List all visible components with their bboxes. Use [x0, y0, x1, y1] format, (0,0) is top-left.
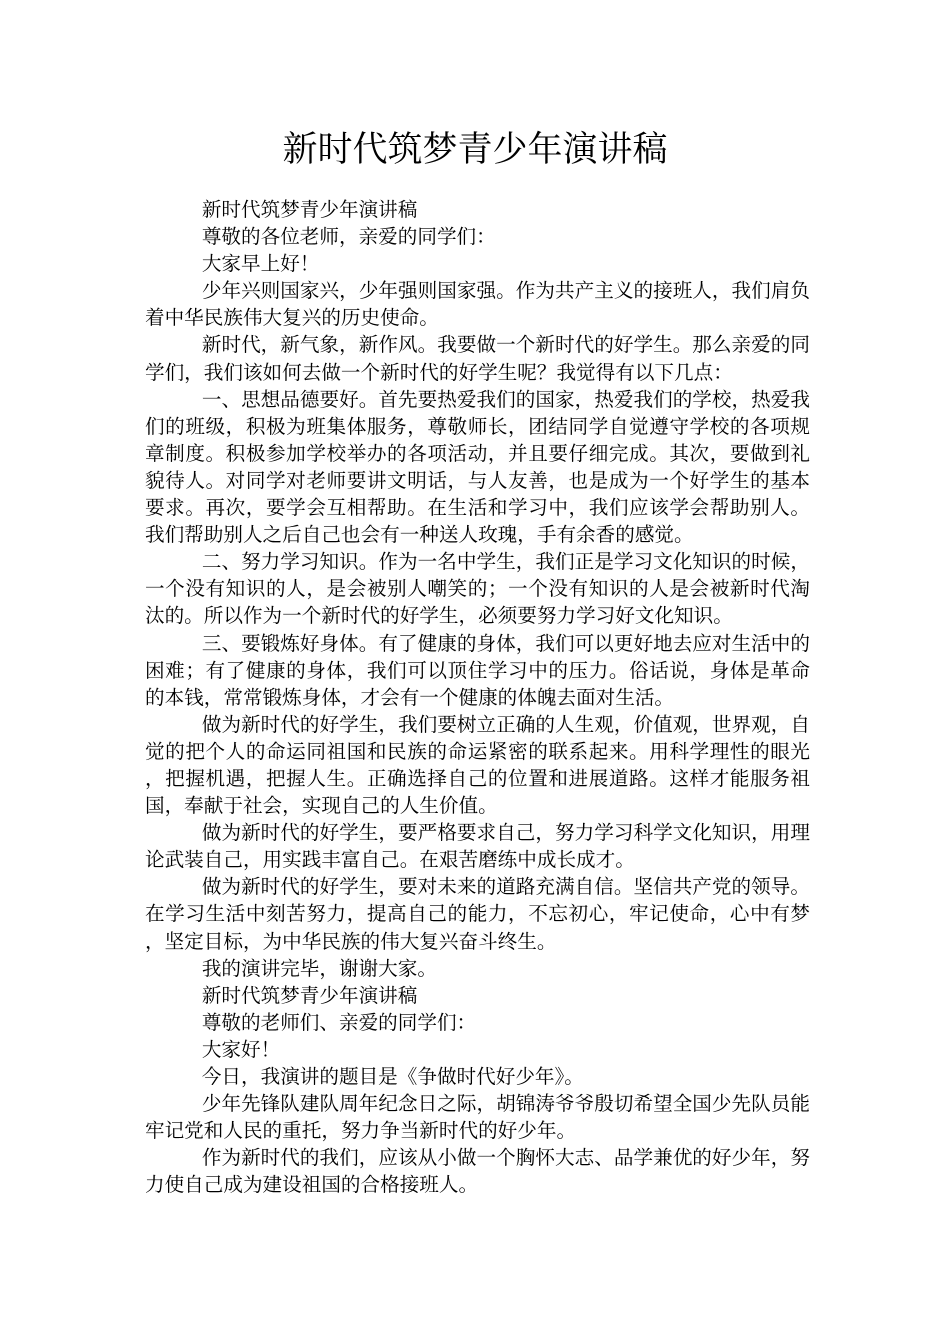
- paragraph: 做为新时代的好学生，我们要树立正确的人生观，价值观，世界观，自觉的把个人的命运同祖国和民族的命运紧密的联系起来。用科学理性的眼光，把握机遇，把握人生。正确选择自己的位置和进展道路。这样才能服务祖国，奉献于社会，实现自己的人生价值。: [145, 712, 810, 818]
- document-title: 新时代筑梦青少年演讲稿: [282, 130, 668, 170]
- paragraph: 新时代筑梦青少年演讲稿: [201, 983, 418, 1007]
- paragraph: 作为新时代的我们，应该从小做一个胸怀大志、品学兼优的好少年，努力使自己成为建设祖国的合格接班人。: [145, 1146, 810, 1197]
- paragraph: 三、要锻炼好身体。有了健康的身体，我们可以更好地去应对生活中的困难；有了健康的身体，我们可以顶住学习中的压力。俗话说，身体是革命的本钱，常常锻炼身体，才会有一个健康的体魄去面对生活。: [145, 631, 810, 709]
- paragraph: 新时代筑梦青少年演讲稿: [201, 198, 418, 221]
- paragraph: 一、思想品德要好。首先要热爱我们的国家，热爱我们的学校，热爱我们的班级，积极为班集体服务，尊敬师长，团结同学自觉遵守学校的各项规章制度。积极参加学校举办的各项活动，并且要仔细完成。其次，要做到礼貌待人。对同学对老师要讲文明话，与人友善，也是成为一个好学生的基本要求。再次，要学会互相帮助。在生活和学习中，我们应该学会帮助别人。我们帮助别人之后自己也会有一种送人玫瑰，手有余香的感觉。: [145, 387, 810, 547]
- document-body: [145, 196, 810, 1198]
- paragraph: 大家早上好！: [201, 252, 320, 276]
- paragraph: 做为新时代的好学生，要对未来的道路充满自信。坚信共产党的领导。在学习生活中刻苦努力，提高自己的能力，不忘初心，牢记使命，心中有梦，坚定目标，为中华民族的伟大复兴奋斗终生。: [145, 875, 810, 953]
- paragraph: 二、努力学习知识。作为一名中学生，我们正是学习文化知识的时候，一个没有知识的人，是会被别人嘲笑的；一个没有知识的人是会被新时代淘汰的。所以作为一个新时代的好学生，必须要努力学习好文化知识。: [145, 550, 810, 628]
- paragraph: 少年兴则国家兴，少年强则国家强。作为共产主义的接班人，我们肩负着中华民族伟大复兴的历史使命。: [145, 279, 810, 330]
- paragraph: 新时代，新气象，新作风。我要做一个新时代的好学生。那么亲爱的同学们，我们该如何去做一个新时代的好学生呢？我觉得有以下几点：: [145, 333, 810, 384]
- paragraph: 尊敬的老师们、亲爱的同学们：: [201, 1010, 477, 1034]
- paragraph: 今日，我演讲的题目是《争做时代好少年》。: [201, 1065, 584, 1088]
- paragraph: 我的演讲完毕，谢谢大家。: [201, 956, 437, 980]
- paragraph: 做为新时代的好学生，要严格要求自己，努力学习科学文化知识，用理论武装自己，用实践丰富自己。在艰苦磨练中成长成才。: [145, 821, 810, 872]
- paragraph: 尊敬的各位老师，亲爱的同学们：: [201, 225, 496, 249]
- paragraph: 少年先锋队建队周年纪念日之际，胡锦涛爷爷殷切希望全国少先队员能牢记党和人民的重托，努力争当新时代的好少年。: [145, 1092, 810, 1143]
- paragraph: 大家好！: [201, 1037, 281, 1061]
